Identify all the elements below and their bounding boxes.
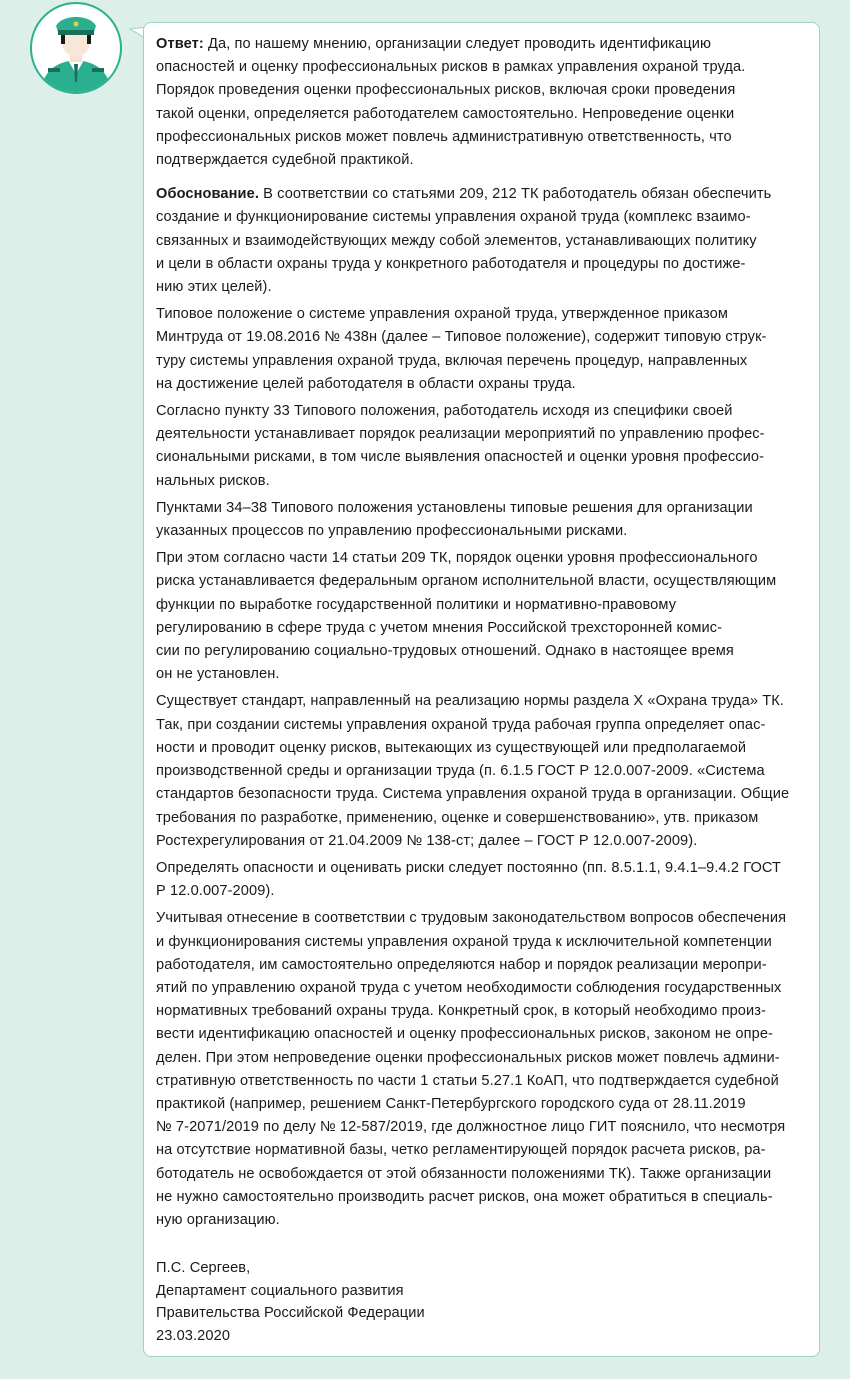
justification-line: создание и функционирование системы управления охраной труда (комплекс взаимо- [156, 209, 751, 226]
text-line: функции по выработке государственной политики и нормативно-правовому [156, 596, 677, 613]
justification-label: Обоснование. [156, 186, 259, 203]
text-line: на отсутствие нормативной базы, четко регламентирующей порядок расчета рисков, ра- [156, 1142, 766, 1159]
answer-line: профессиональных рисков может повлечь административную ответственность, что [156, 128, 732, 145]
body-paragraph [156, 497, 807, 543]
text-line: Определять опасности и оценивать риски следует постоянно (пп. 8.5.1.1, 9.4.1–9.4.2 ГОСТ [156, 859, 782, 876]
text-line: ботодатель не освобождается от этой обязанности положениями ТК). Также организации [156, 1165, 772, 1182]
body-paragraph [156, 690, 807, 852]
body-paragraph [156, 547, 807, 686]
body-paragraph [156, 857, 807, 903]
text-line: нальных рисков. [156, 472, 270, 489]
answer-label: Ответ: [156, 36, 204, 52]
text-line: стандартов безопасности труда. Система управления охраной труда в организации. Общие [156, 786, 790, 803]
answer-paragraph [156, 33, 807, 172]
signature-date: 23.03.2020 [156, 1327, 231, 1344]
text-line: сиональными рисками, в том числе выявления опасностей и оценки уровня профессио- [156, 449, 765, 466]
text-line: Учитывая отнесение в соответствии с трудовым законодательством вопросов обеспечения [156, 910, 787, 927]
text-line: требования по разработке, применению, оценке и совершенствованию», утв. приказом [156, 809, 759, 826]
text-line: ную организацию. [156, 1211, 280, 1228]
text-line: и функционирования системы управления охраной труда к исключительной компетенции [156, 933, 772, 950]
text-line: При этом согласно части 14 статьи 209 ТК, порядок оценки уровня профессионального [156, 550, 758, 567]
text-line: туру системы управления охраной труда, включая перечень процедур, направленных [156, 352, 748, 369]
signature-government: Правительства Российской Федерации [156, 1305, 425, 1322]
text-line: делен. При этом непроведение оценки профессиональных рисков может повлечь админи- [156, 1049, 780, 1066]
inspector-avatar [30, 2, 122, 94]
text-line: Типовое положение о системе управления охраной труда, утвержденное приказом [156, 306, 728, 323]
text-line: Так, при создании системы управления охраной труда рабочая группа определяет опас- [156, 716, 766, 733]
text-line: деятельности устанавливает порядок реализации мероприятий по управлению профес- [156, 426, 765, 443]
text-line: практикой (например, решением Санкт-Петербургского городского суда от 28.11.2019 [156, 1095, 746, 1112]
body-paragraph [156, 303, 807, 396]
text-line: не нужно самостоятельно производить расчет рисков, она может обратиться в специаль- [156, 1188, 773, 1205]
body-paragraph [156, 400, 807, 493]
text-line: регулированию в сфере труда с учетом мнения Российской трехсторонней комис- [156, 619, 723, 636]
text-line: Согласно пункту 33 Типового положения, работодатель исходя из специфики своей [156, 403, 733, 420]
text-line: Р 12.0.007-2009). [156, 883, 275, 900]
text-line: ятий по управлению охраной труда с учетом необходимости соблюдения государственных [156, 979, 782, 996]
signature-block [156, 1257, 807, 1347]
inspector-icon [32, 4, 120, 92]
text-line: риска устанавливается федеральным органом исполнительной власти, осуществляющим [156, 573, 777, 590]
body-paragraph [156, 907, 807, 1232]
text-line: сии по регулированию социально-трудовых отношений. Однако в настоящее время [156, 643, 734, 660]
text-line: работодателя, им самостоятельно определяются набор и порядок реализации меропри- [156, 956, 767, 973]
text-line: вести идентификацию опасностей и оценку профессиональных рисков, законом не опре- [156, 1026, 773, 1043]
signature-department: Департамент социального развития [156, 1282, 404, 1299]
text-line: указанных процессов по управлению профессиональными рисками. [156, 523, 628, 540]
justification-line: и цели в области охраны труда у конкретного работодателя и процедуры по достиже- [156, 255, 746, 272]
justification-line: нию этих целей). [156, 279, 272, 296]
text-line: Ростехрегулирования от 21.04.2009 № 138-ст; далее – ГОСТ Р 12.0.007-2009). [156, 832, 698, 849]
answer-line: опасностей и оценку профессиональных рисков в рамках управления охраной труда. [156, 59, 746, 76]
answer-line: подтверждается судебной практикой. [156, 152, 414, 169]
answer-line: такой оценки, определяется работодателем самостоятельно. Непроведение оценки [156, 105, 735, 122]
signature-name: П.С. Сергеев, [156, 1260, 251, 1277]
text-line: производственной среды и организации труда (п. 6.1.5 ГОСТ Р 12.0.007-2009. «Система [156, 763, 765, 780]
text-line: нормативных требований охраны труда. Конкретный срок, в который необходимо произ- [156, 1003, 767, 1020]
answer-line: Да, по нашему мнению, организации следует проводить идентификацию [207, 36, 712, 52]
text-line: Пунктами 34–38 Типового положения установлены типовые решения для организации [156, 499, 753, 516]
justification-line: связанных и взаимодействующих между собой элементов, устанавливающих политику [156, 232, 757, 249]
answer-bubble [143, 22, 820, 1357]
answer-line: Порядок проведения оценки профессиональных рисков, включая сроки проведения [156, 82, 736, 99]
justification-line: В соответствии со статьями 209, 212 ТК работодатель обязан обеспечить [263, 186, 772, 203]
text-line: Минтруда от 19.08.2016 № 438н (далее – Типовое положение), содержит типовую струк- [156, 329, 767, 346]
text-line: № 7-2071/2019 по делу № 12-587/2019, где должностное лицо ГИТ пояснило, что несмотря [156, 1119, 786, 1136]
text-line: Существует стандарт, направленный на реализацию нормы раздела X «Охрана труда» ТК. [156, 693, 784, 710]
justification-paragraph [156, 183, 807, 299]
text-line: стративную ответственность по части 1 статьи 5.27.1 КоАП, что подтверждается судебной [156, 1072, 779, 1089]
text-line: он не установлен. [156, 666, 280, 683]
text-line: на достижение целей работодателя в области охраны труда. [156, 375, 576, 392]
text-line: ности и проводит оценку рисков, вытекающих из существующей или предполагаемой [156, 739, 747, 756]
